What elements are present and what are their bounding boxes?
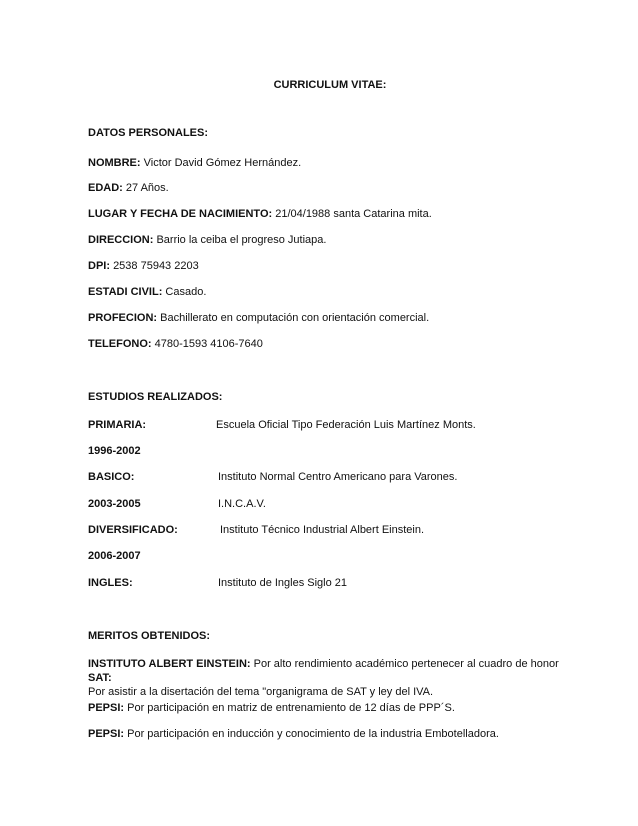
field-lugar-fecha: LUGAR Y FECHA DE NACIMIENTO: 21/04/1988 santa Catarina mita. [88,208,432,220]
field-profesion: PROFECION: Bachillerato en computación con orientación comercial. [88,312,430,324]
merit-pepsi-2: PEPSI: Por participación en inducción y conocimiento de la industria Embotelladora. [88,728,499,740]
study-value: Instituto Normal Centro Americano para Varones. [218,471,458,483]
study-label: BASICO: [88,471,135,483]
field-dpi: DPI: 2538 75943 2203 [88,260,199,272]
study-value: Instituto de Ingles Siglo 21 [218,577,348,589]
study-value: Escuela Oficial Tipo Federación Luis Martínez Monts. [216,419,476,431]
study-value: Instituto Técnico Industrial Albert Einstein. [220,524,425,536]
merit-einstein: INSTITUTO ALBERT EINSTEIN: Por alto rendimiento académico pertenecer al cuadro de honor SAT: Por asistir a la disertación del tema "organigrama de SAT y ley del IVA. [88,658,559,698]
study-label: 1996-2002 [88,445,141,457]
study-label: 2006-2007 [88,550,141,562]
field-estado-civil: ESTADI CIVIL: Casado. [88,286,207,298]
field-nombre: NOMBRE: Victor David Gómez Hernández. [88,157,302,169]
studies-heading: ESTUDIOS REALIZADOS: [88,391,223,403]
document-title: CURRICULUM VITAE: [273,79,387,91]
study-label: INGLES: [88,577,133,589]
study-value: I.N.C.A.V. [218,498,266,510]
field-direccion: DIRECCION: Barrio la ceiba el progreso Jutiapa. [88,234,327,246]
study-label: 2003-2005 [88,498,141,510]
field-telefono: TELEFONO: 4780-1593 4106-7640 [88,338,263,350]
study-label: PRIMARIA: [88,419,147,431]
field-edad: EDAD: 27 Años. [88,182,169,194]
study-label: DIVERSIFICADO: [88,524,178,536]
personal-heading: DATOS PERSONALES: [88,127,208,139]
merit-pepsi-1: PEPSI: Por participación en matriz de entrenamiento de 12 días de PPP´S. [88,702,455,714]
merits-heading: MERITOS OBTENIDOS: [88,630,211,642]
